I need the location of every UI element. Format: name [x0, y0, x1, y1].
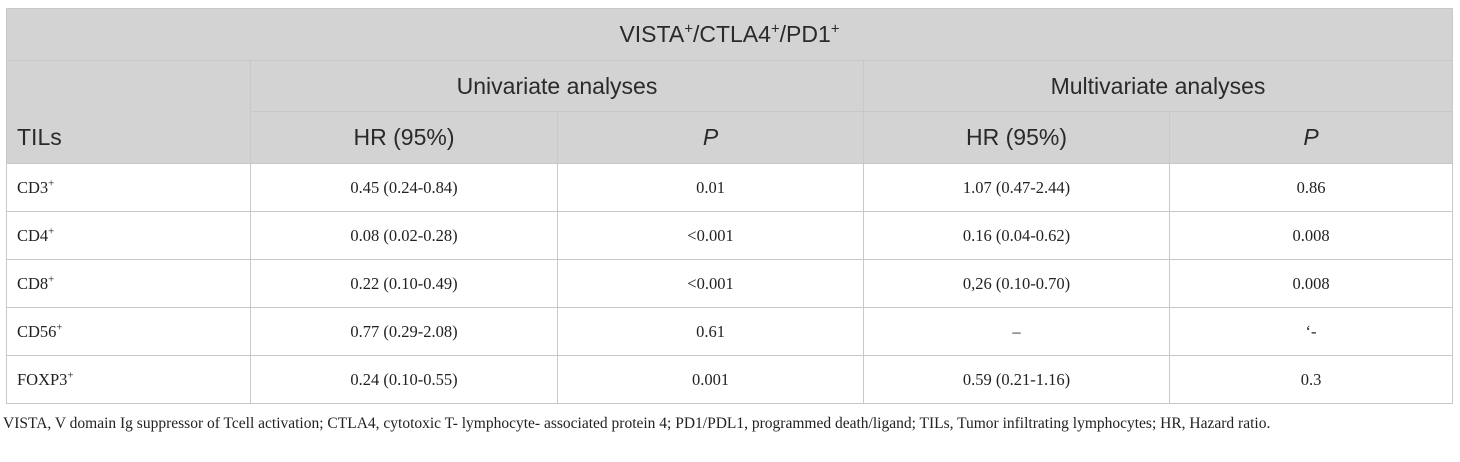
table-cell: 0.08 (0.02-0.28): [251, 212, 558, 260]
table-title: VISTA+/CTLA4+/PD1+: [7, 9, 1453, 61]
results-table: [6, 8, 1453, 404]
table-row: [7, 212, 1453, 260]
table-cell: –: [864, 308, 1170, 356]
table-cell: 0.008: [1170, 212, 1453, 260]
sub-header-hr-multi: HR (95%): [864, 112, 1170, 164]
table-cell: 0.24 (0.10-0.55): [251, 356, 558, 404]
sub-header-p-uni: P: [558, 112, 864, 164]
row-label: CD4+: [7, 212, 251, 260]
group-header-row: [7, 61, 1453, 112]
table-cell: 0.001: [558, 356, 864, 404]
table-footnote: VISTA, V domain Ig suppressor of Tcell activation; CTLA4, cytotoxic T- lymphocyte- associated protein 4; PD1/PDL1, programmed death/ligand; TILs, Tumor infiltrating lymphocytes; HR, Hazard ratio.: [3, 415, 1271, 432]
row-label: CD8+: [7, 260, 251, 308]
sub-header-p-multi: P: [1170, 112, 1453, 164]
table-cell: 0.22 (0.10-0.49): [251, 260, 558, 308]
table-row: [7, 260, 1453, 308]
table-title-row: [7, 9, 1453, 61]
table-row: [7, 164, 1453, 212]
table-cell: 0.008: [1170, 260, 1453, 308]
table-cell: 0.01: [558, 164, 864, 212]
table-row: [7, 356, 1453, 404]
table-cell: 0.45 (0.24-0.84): [251, 164, 558, 212]
table-cell: 0.16 (0.04-0.62): [864, 212, 1170, 260]
table-cell: <0.001: [558, 260, 864, 308]
table-cell: 0,26 (0.10-0.70): [864, 260, 1170, 308]
table-cell: 0.59 (0.21-1.16): [864, 356, 1170, 404]
table-cell: 1.07 (0.47-2.44): [864, 164, 1170, 212]
table-cell: <0.001: [558, 212, 864, 260]
row-header-tils: TILs: [7, 61, 251, 164]
group-header-univariate: Univariate analyses: [251, 61, 864, 112]
row-label: FOXP3+: [7, 356, 251, 404]
table-cell: 0.3: [1170, 356, 1453, 404]
table-row: [7, 308, 1453, 356]
sub-header-hr-uni: HR (95%): [251, 112, 558, 164]
table-cell: 0.86: [1170, 164, 1453, 212]
table-cell: 0.61: [558, 308, 864, 356]
table-cell: 0.77 (0.29-2.08): [251, 308, 558, 356]
group-header-multivariate: Multivariate analyses: [864, 61, 1453, 112]
row-label: CD3+: [7, 164, 251, 212]
row-label: CD56+: [7, 308, 251, 356]
table-cell: ‘-: [1170, 308, 1453, 356]
